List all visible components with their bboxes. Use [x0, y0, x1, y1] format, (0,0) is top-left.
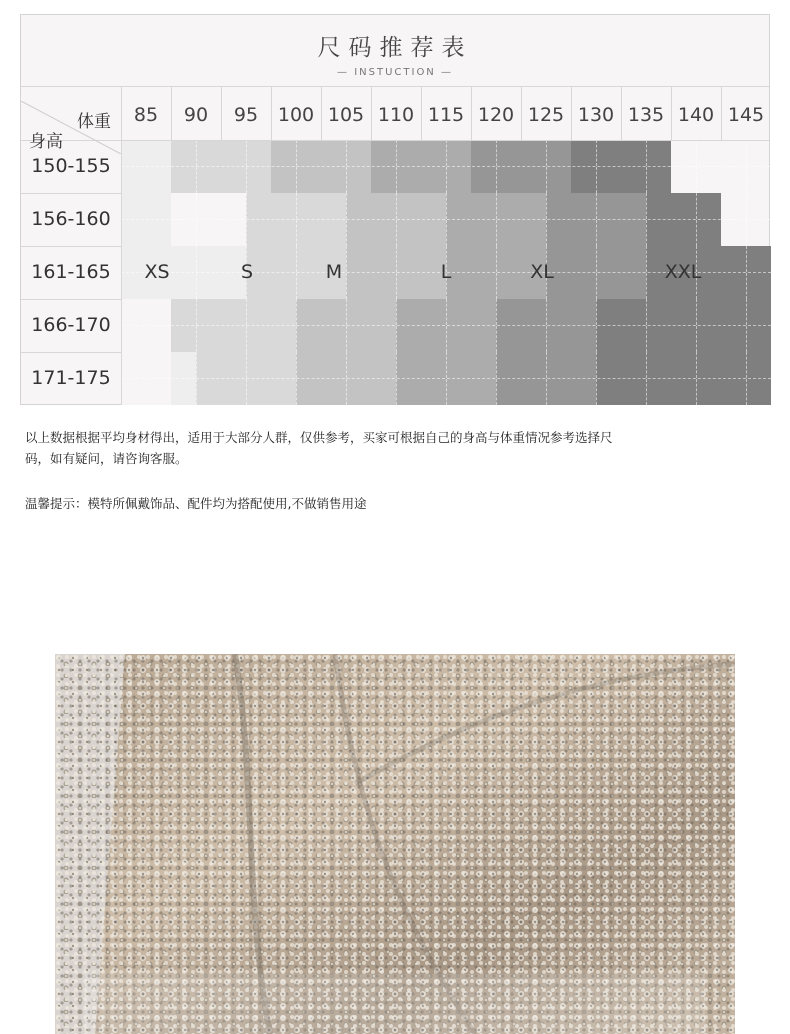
- grid-dash-v: [296, 352, 297, 378]
- grid-dash-v: [196, 193, 197, 219]
- weight-header-130: 130: [577, 104, 615, 126]
- grid-dash-h: [121, 378, 771, 379]
- grid-dash-v: [546, 193, 547, 219]
- height-label-150-155: 150-155: [31, 155, 111, 177]
- grid-dash-v: [296, 299, 297, 325]
- grid-dash-v: [696, 167, 697, 193]
- grid-dash-v: [696, 193, 697, 219]
- grid-dash-v: [646, 167, 647, 193]
- grid-dash-v: [196, 140, 197, 166]
- grid-dash-v: [396, 246, 397, 272]
- grid-dash-v: [646, 140, 647, 166]
- grid-dash-v: [746, 193, 747, 219]
- grid-dash-v: [746, 326, 747, 352]
- chart-title: 尺码推荐表: [317, 35, 473, 61]
- grid-dash-v: [496, 246, 497, 272]
- grid-dash-v: [646, 193, 647, 219]
- grid-dash-v: [246, 167, 247, 193]
- grid-dash-v: [546, 140, 547, 166]
- sequin-fabric-image: [55, 654, 735, 1034]
- grid-dash-v: [496, 326, 497, 352]
- grid-dash-v: [446, 140, 447, 166]
- grid-dash-v: [396, 193, 397, 219]
- grid-dash-v: [746, 167, 747, 193]
- size-label-xl: XL: [530, 261, 554, 283]
- grid-dash-v: [546, 220, 547, 246]
- grid-dash-v: [196, 220, 197, 246]
- weight-header-85: 85: [133, 104, 159, 126]
- weight-header-140: 140: [677, 104, 715, 126]
- grid-dash-v: [596, 326, 597, 352]
- grid-dash-v: [446, 326, 447, 352]
- grid-dash-v: [496, 379, 497, 405]
- grid-dash-v: [446, 167, 447, 193]
- grid-dash-v: [396, 220, 397, 246]
- grid-dash-v: [296, 220, 297, 246]
- grid-dash-v: [196, 326, 197, 352]
- height-label-166-170: 166-170: [31, 314, 111, 336]
- grid-dash-v: [596, 193, 597, 219]
- height-label-171-175: 171-175: [31, 367, 111, 389]
- grid-dash-v: [396, 352, 397, 378]
- height-label-156-160: 156-160: [31, 208, 111, 230]
- corner-weight-label: 体重: [77, 112, 111, 132]
- grid-dash-v: [296, 326, 297, 352]
- grid-dash-v: [646, 220, 647, 246]
- grid-dash-v: [546, 299, 547, 325]
- grid-dash-v: [246, 379, 247, 405]
- grid-dash-v: [296, 379, 297, 405]
- weight-header-125: 125: [527, 104, 565, 126]
- grid-dash-v: [396, 379, 397, 405]
- grid-dash-v: [596, 273, 597, 299]
- grid-dash-v: [246, 326, 247, 352]
- weight-header-110: 110: [377, 104, 415, 126]
- corner-height-label: 身高: [29, 132, 63, 152]
- grid-dash-v: [546, 167, 547, 193]
- weight-header-105: 105: [327, 104, 365, 126]
- grid-dash-v: [396, 273, 397, 299]
- weight-header-95: 95: [233, 104, 259, 126]
- weight-header-135: 135: [627, 104, 665, 126]
- grid-dash-v: [546, 352, 547, 378]
- grid-dash-v: [696, 220, 697, 246]
- grid-dash-v: [746, 299, 747, 325]
- grid-dash-v: [596, 352, 597, 378]
- size-label-l: L: [440, 261, 452, 283]
- grid-dash-v: [496, 220, 497, 246]
- chart-subtitle: — INSTUCTION —: [337, 67, 453, 78]
- grid-dash-v: [546, 379, 547, 405]
- grid-dash-v: [396, 299, 397, 325]
- grid-dash-v: [496, 352, 497, 378]
- weight-header-115: 115: [427, 104, 465, 126]
- size-label-s: S: [240, 261, 254, 283]
- grid-dash-v: [296, 140, 297, 166]
- grid-dash-v: [196, 167, 197, 193]
- grid-dash-v: [496, 140, 497, 166]
- size-label-xs: XS: [144, 261, 170, 283]
- grid-dash-v: [696, 352, 697, 378]
- grid-dash-v: [446, 220, 447, 246]
- grid-dash-v: [596, 299, 597, 325]
- grid-dash-h: [121, 219, 771, 220]
- product-photo-sequin-fabric: [55, 654, 735, 1034]
- grid-dash-v: [596, 220, 597, 246]
- grid-dash-v: [346, 167, 347, 193]
- grid-dash-v: [496, 299, 497, 325]
- grid-dash-v: [646, 352, 647, 378]
- weight-header-100: 100: [277, 104, 315, 126]
- grid-dash-v: [396, 140, 397, 166]
- grid-dash-v: [746, 246, 747, 272]
- grid-dash-v: [346, 299, 347, 325]
- grid-dash-v: [496, 167, 497, 193]
- grid-dash-v: [446, 352, 447, 378]
- grid-dash-v: [746, 273, 747, 299]
- grid-dash-v: [596, 140, 597, 166]
- grid-dash-v: [346, 352, 347, 378]
- grid-dash-v: [196, 379, 197, 405]
- height-label-161-165: 161-165: [31, 261, 111, 283]
- grid-dash-v: [346, 379, 347, 405]
- grid-dash-v: [196, 299, 197, 325]
- grid-dash-v: [246, 352, 247, 378]
- grid-dash-v: [596, 379, 597, 405]
- grid-dash-v: [696, 140, 697, 166]
- grid-dash-v: [246, 220, 247, 246]
- grid-dash-v: [496, 273, 497, 299]
- grid-dash-v: [346, 220, 347, 246]
- grid-dash-v: [396, 167, 397, 193]
- grid-dash-v: [246, 140, 247, 166]
- grid-dash-v: [296, 167, 297, 193]
- tip-text: 温馨提示：模特所佩戴饰品、配件均为搭配使用,不做销售用途: [25, 496, 367, 511]
- grid-dash-v: [446, 299, 447, 325]
- grid-dash-v: [696, 379, 697, 405]
- grid-dash-v: [596, 167, 597, 193]
- grid-dash-v: [346, 193, 347, 219]
- size-chart: [20, 14, 770, 405]
- grid-dash-v: [746, 220, 747, 246]
- grid-dash-h: [121, 325, 771, 326]
- weight-header-90: 90: [183, 104, 209, 126]
- grid-dash-v: [746, 379, 747, 405]
- grid-dash-v: [696, 326, 697, 352]
- grid-dash-v: [496, 193, 497, 219]
- grid-dash-v: [646, 299, 647, 325]
- grid-dash-v: [446, 193, 447, 219]
- grid-dash-v: [296, 193, 297, 219]
- grid-dash-v: [746, 352, 747, 378]
- grid-dash-v: [196, 352, 197, 378]
- grid-dash-v: [396, 326, 397, 352]
- grid-dash-h: [121, 166, 771, 167]
- grid-dash-v: [746, 140, 747, 166]
- grid-dash-v: [546, 326, 547, 352]
- grid-dash-v: [446, 379, 447, 405]
- weight-header-145: 145: [727, 104, 765, 126]
- weight-header-120: 120: [477, 104, 515, 126]
- grid-dash-v: [246, 299, 247, 325]
- grid-dash-v: [646, 379, 647, 405]
- grid-dash-v: [696, 299, 697, 325]
- grid-dash-v: [646, 326, 647, 352]
- grid-dash-v: [246, 193, 247, 219]
- chart-note-line2: 码，如有疑问，请咨询客服。: [25, 451, 188, 466]
- grid-dash-v: [346, 326, 347, 352]
- grid-dash-v: [596, 246, 597, 272]
- header-bottom-line: [21, 140, 769, 141]
- size-label-m: M: [325, 261, 343, 283]
- grid-dash-v: [346, 140, 347, 166]
- chart-note-line1: 以上数据根据平均身材得出，适用于大部分人群，仅供参考，买家可根据自己的身高与体重情况参考选择尺: [25, 430, 613, 445]
- size-label-xxl: XXL: [664, 261, 702, 283]
